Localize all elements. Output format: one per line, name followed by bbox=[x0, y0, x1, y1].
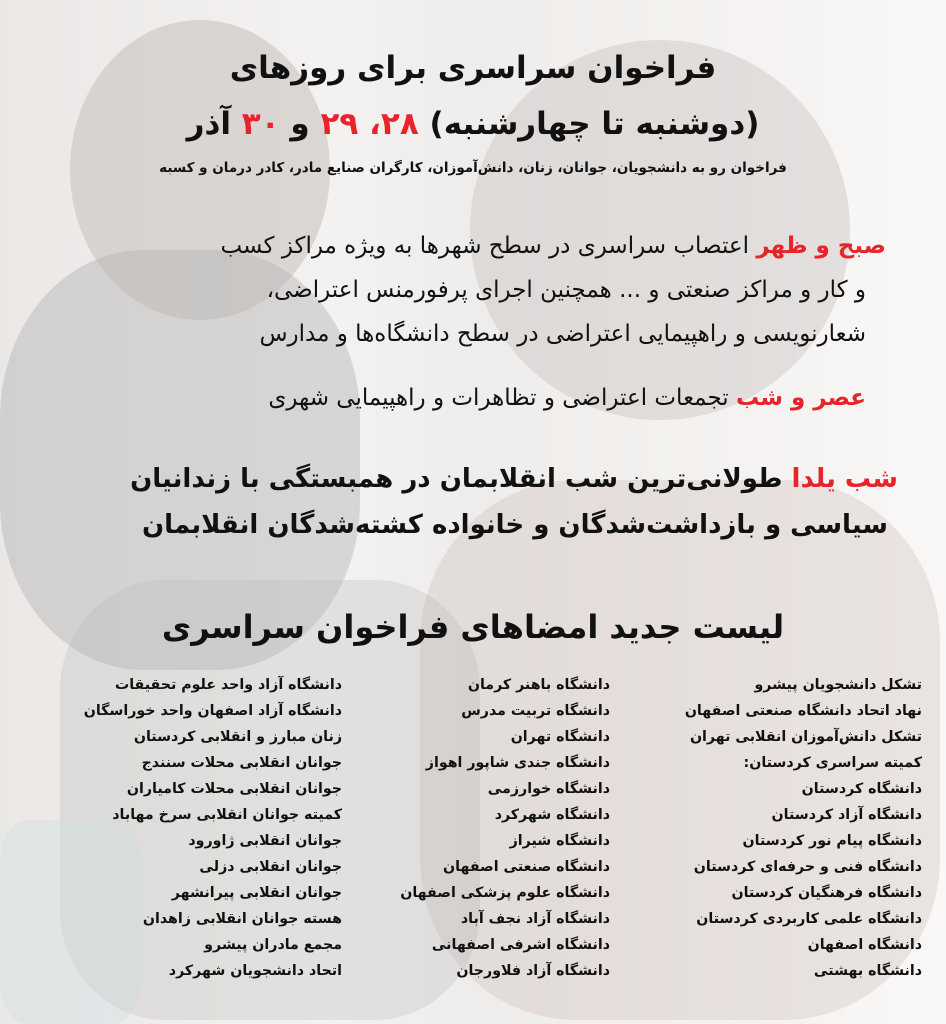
signature-item: جوانان انقلابی دزلی bbox=[199, 859, 342, 875]
signature-item: دانشگاه فنی و حرفه‌ای کردستان bbox=[693, 859, 922, 875]
morning-line-2: و کار و مراکز صنعتی و ... همچنین اجرای پرفورمنس اعتراضی، bbox=[266, 277, 866, 303]
signature-item: دانشگاه اصفهان bbox=[807, 937, 922, 953]
signature-item: تشکل دانشجویان پیشرو bbox=[754, 677, 922, 693]
morning-label: صبح و ظهر bbox=[756, 233, 886, 259]
title-line-2: (دوشنبه تا چهارشنبه) ۲۸، ۲۹ و ۳۰ آذر bbox=[186, 106, 760, 142]
signature-item: جوانان انقلابی محلات سنندج bbox=[141, 755, 342, 771]
signatures-title: لیست جدید امضاهای فراخوان سراسری bbox=[161, 608, 785, 646]
signature-item: نهاد اتحاد دانشگاه صنعتی اصفهان bbox=[684, 703, 922, 719]
signature-item: دانشگاه آزاد فلاورجان bbox=[456, 963, 610, 979]
signature-item: دانشگاه صنعتی اصفهان bbox=[443, 859, 610, 875]
signature-item: دانشگاه آزاد نجف آباد bbox=[460, 911, 610, 927]
signature-item: دانشگاه خوارزمی bbox=[487, 781, 610, 797]
signatures-column-right bbox=[622, 672, 922, 984]
signature-item: جوانان انقلابی ژاورود bbox=[188, 833, 342, 849]
signature-item: دانشگاه شهرکرد bbox=[494, 807, 610, 823]
signature-item: دانشگاه علمی کاربردی کردستان bbox=[696, 911, 922, 927]
title-line-1: فراخوان سراسری برای روزهای bbox=[229, 50, 717, 86]
signatures-column-left bbox=[22, 672, 342, 984]
signature-item: دانشگاه فرهنگیان کردستان bbox=[731, 885, 922, 901]
signature-item: دانشگاه تربیت مدرس bbox=[461, 703, 610, 719]
signature-item: دانشگاه جندی شاپور اهواز bbox=[425, 755, 610, 771]
signature-item: دانشگاه کردستان bbox=[801, 781, 922, 797]
signature-item: دانشگاه شیراز bbox=[509, 833, 610, 849]
signature-item: دانشگاه باهنر کرمان bbox=[467, 677, 610, 693]
date-last-highlight: ۳۰ bbox=[241, 106, 280, 142]
signature-item: دانشگاه بهشتی bbox=[813, 963, 922, 979]
signature-item: کمیته جوانان انقلابی سرخ مهاباد bbox=[112, 807, 342, 823]
signature-item: دانشگاه پیام نور کردستان bbox=[742, 833, 922, 849]
signature-item: دانشگاه آزاد کردستان bbox=[771, 807, 922, 823]
signature-item: دانشگاه تهران bbox=[510, 729, 610, 745]
morning-line-1: صبح و ظهر اعتصاب سراسری در سطح شهرها به ویژه مراکز کسب bbox=[220, 233, 886, 259]
yalda-line-1: شب یلدا طولانی‌ترین شب انقلابمان در همبستگی با زندانیان bbox=[130, 464, 898, 494]
signature-item: دانشگاه اشرفی اصفهانی bbox=[431, 937, 610, 953]
signature-item: کمیته سراسری کردستان: bbox=[743, 755, 922, 771]
subtitle: فراخوان رو به دانشجویان، جوانان، زنان، دانش‌آموزان، کارگران صنایع مادر، کادر درمان و کسبه bbox=[159, 160, 787, 176]
signature-item: دانشگاه آزاد واحد علوم تحقیقات bbox=[114, 677, 342, 693]
signature-item: جوانان انقلابی پیرانشهر bbox=[171, 885, 342, 901]
signature-item: هسته جوانان انقلابی زاهدان bbox=[142, 911, 342, 927]
yalda-line-2: سیاسی و بازداشت‌شدگان و خانواده کشته‌شدگان انقلابمان bbox=[141, 510, 888, 540]
morning-line-3: شعارنویسی و راهپیمایی اعتراضی در سطح دانشگاه‌ها و مدارس bbox=[259, 321, 866, 347]
signature-item: اتحاد دانشجویان شهرکرد bbox=[168, 963, 342, 979]
evening-label: عصر و شب bbox=[736, 385, 866, 411]
yalda-label: شب یلدا bbox=[791, 464, 898, 494]
signatures-column-middle bbox=[350, 672, 610, 984]
signature-item: تشکل دانش‌آموزان انقلابی تهران bbox=[689, 729, 922, 745]
signature-item: زنان مبارز و انقلابی کردستان bbox=[133, 729, 342, 745]
dates-highlight: ۲۸، ۲۹ bbox=[320, 106, 419, 142]
signature-item: مجمع مادران پیشرو bbox=[204, 937, 342, 953]
signature-item: جوانان انقلابی محلات کامیاران bbox=[126, 781, 342, 797]
signature-item: دانشگاه آزاد اصفهان واحد خوراسگان bbox=[83, 703, 342, 719]
signature-item: دانشگاه علوم پزشکی اصفهان bbox=[400, 885, 610, 901]
evening-line: عصر و شب تجمعات اعتراضی و تظاهرات و راهپیمایی شهری bbox=[268, 385, 866, 411]
